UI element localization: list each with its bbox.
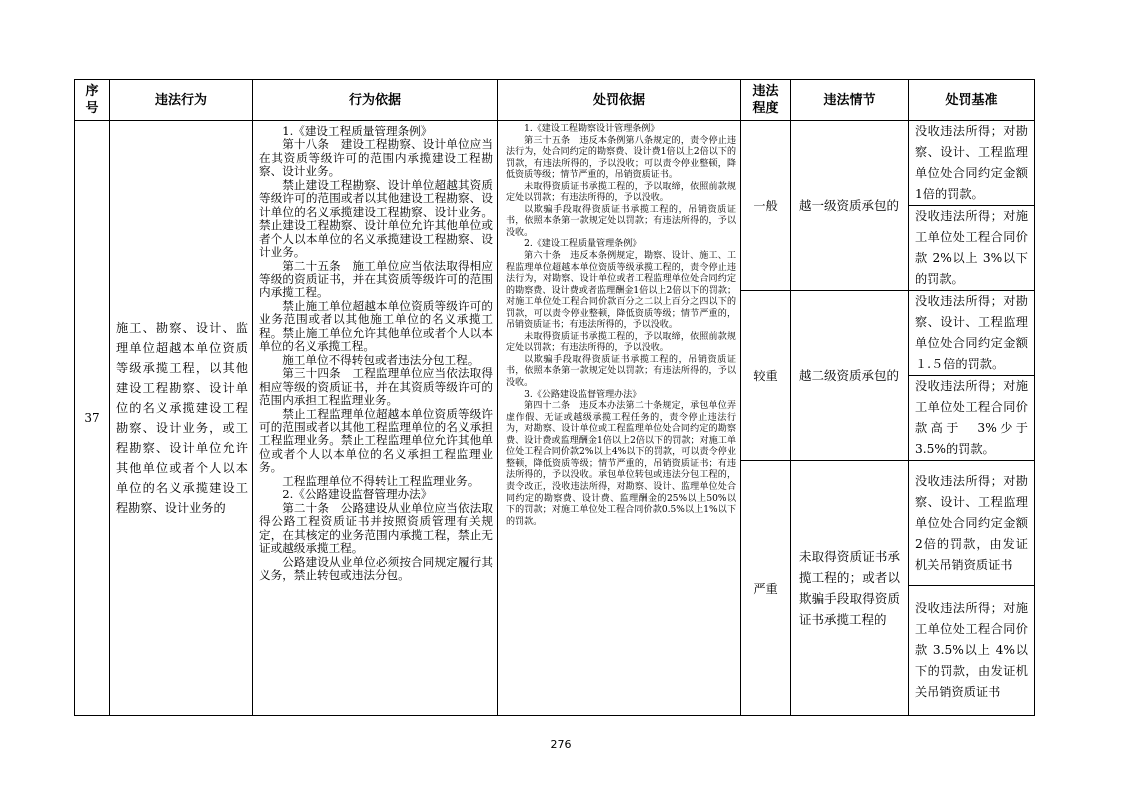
basis-paragraph: 2.《公路建设监督管理办法》 [282, 487, 433, 502]
behavior-basis [253, 121, 498, 716]
basis-paragraph: 禁止工程监理单位超越本单位资质等级许可的范围或者以其他工程监理单位的名义承担工程监理业务。禁止工程监理单位允许其他单位或者个人以本单位的名义承担工程监理业务。 [259, 406, 493, 475]
table-header-row [75, 80, 1035, 121]
header-standard: 处罚基准 [909, 80, 1035, 121]
penalty-standard-table [74, 79, 1035, 716]
standard-severe-design: 没收违法所得；对勘察、设计、工程监理单位处合同约定金额2倍的罚款，由发证机关吊销资质证书 [909, 461, 1035, 586]
level-serious: 较重 [741, 291, 791, 461]
standard-general-design: 没收违法所得；对勘察、设计、工程监理单位处合同约定金额1倍的罚款。 [909, 121, 1035, 206]
header-level-line-2: 程度 [752, 101, 779, 116]
penalty-paragraph: 未取得资质证书承揽工程的，予以取缔，依照前款规定处以罚款；有违法所得的，予以没收。 [506, 331, 736, 354]
standard-general-construction: 没收违法所得；对施工单位处工程合同价款 2%以上 3%以下的罚款。 [909, 206, 1035, 291]
penalty-paragraph: 以欺骗手段取得资质证书承揽工程的，吊销资质证书，依照本条第一款规定处以罚款；有违法所得的，予以没收。 [506, 354, 736, 389]
basis-paragraph: 第十八条 建设工程勘察、设计单位应当在其资质等级许可的范围内承揽建设工程勘察、设计业务。 [259, 137, 493, 179]
penalty-paragraph: 第三十五条 违反本条例第八条规定的，责令停止违法行为，处合同约定的勘察费、设计费1倍以上2倍以下的罚款，有违法所得的，予以没收；可以责令停业整顿，降低资质等级；情节严重的，吊销资质证书。 [506, 135, 736, 181]
penalty-paragraph: 以欺骗手段取得资质证书承揽工程的，吊销资质证书，依照本条第一款规定处以罚款；有违法所得的，予以没收。 [506, 204, 736, 238]
standard-severe-construction: 没收违法所得；对施工单位处工程合同价款 3.5%以上 4%以下的罚款，由发证机关吊销资质证书 [909, 586, 1035, 716]
standard-serious-construction: 没收违法所得；对施工单位处工程合同价款高于 3%少于3.5%的罚款。 [909, 376, 1035, 461]
header-circumstance: 违法情节 [791, 80, 909, 121]
level-severe: 严重 [741, 461, 791, 716]
basis-paragraph: 1.《建设工程质量管理条例》 [282, 124, 433, 138]
table-row [75, 121, 1035, 206]
header-seq [75, 80, 110, 121]
circumstance-general: 越一级资质承包的 [791, 121, 909, 291]
standard-serious-design: 没收违法所得；对勘察、设计、工程监理单位处合同约定金额１.５倍的罚款。 [909, 291, 1035, 376]
basis-paragraph: 禁止建设工程勘察、设计单位超越其资质等级许可的范围或者以其他建设工程勘察、设计单位的名义承揽建设工程勘察、设计业务。禁止建设工程勘察、设计单位允许其他单位或者个人以本单位的名义承揽建设工程勘察、设计业务。 [259, 177, 493, 260]
row-number: 37 [75, 121, 110, 716]
penalty-basis [498, 121, 741, 716]
header-level-line-1: 违法 [752, 84, 779, 99]
basis-paragraph: 禁止施工单位超越本单位资质等级许可的业务范围或者以其他施工单位的名义承揽工程。禁止施工单位允许其他单位或者个人以本单位的名义承揽工程。 [259, 298, 493, 354]
header-penalty-basis: 处罚依据 [498, 80, 741, 121]
penalty-paragraph: 1.《建设工程勘察设计管理条例》 [524, 124, 660, 134]
basis-paragraph: 工程监理单位不得转让工程监理业务。 [282, 473, 480, 488]
header-basis: 行为依据 [253, 80, 498, 121]
basis-paragraph: 第二十五条 施工单位应当依法取得相应等级的资质证书，并在其资质等级许可的范围内承揽工程。 [259, 258, 493, 300]
circumstance-severe: 未取得资质证书承揽工程的；或者以欺骗手段取得资质证书承揽工程的 [791, 461, 909, 716]
violation-act: 施工、勘察、设计、监理单位超越本单位资质等级承揽工程，以其他建设工程勘察、设计单位的名义承揽建设工程勘察、设计业务，或工程勘察、设计单位允许其他单位或者个人以本单位的名义承揽建设工程勘察、设计业务的 [110, 121, 253, 716]
penalty-paragraph: 3.《公路建设监督管理办法》 [524, 389, 642, 400]
circumstance-serious: 越二级资质承包的 [791, 291, 909, 461]
basis-paragraph: 公路建设从业单位必须按合同规定履行其义务，禁止转包或违法分包。 [259, 554, 493, 582]
basis-paragraph: 施工单位不得转包或者违法分包工程。 [282, 352, 480, 367]
penalty-paragraph: 第四十二条 违反本办法第二十条规定，承包单位弄虚作假、无证或越级承揽工程任务的，责令停止违法行为，对勘察、设计单位或工程监理单位处合同约定的勘察费、设计费或监理酬金1倍以上2倍以下的罚款；对施工单位处工程合同价款2%以上4%以下的罚款，可以责令停业整顿，降低资质等级；情节严重的，吊销资质证书；有违法所得的，予以没收。承包单位转包或违法分包工程的，责令改正，没收违法所得，对勘察、设计、监理单位处合同约定的勘察费、设计费、监理酬金的25%以上50%以下的罚款；对施工单位处工程合同价款0.5%以上1%以下的罚款。 [506, 401, 736, 527]
basis-paragraph: 第三十四条 工程监理单位应当依法取得相应等级的资质证书，并在其资质等级许可的范围内承担工程监理业务。 [259, 366, 493, 408]
penalty-paragraph: 2.《建设工程质量管理条例》 [524, 239, 642, 250]
header-seq-char-1: 序 [85, 84, 99, 99]
level-general: 一般 [741, 121, 791, 291]
header-seq-char-2: 号 [85, 101, 99, 116]
header-level [741, 80, 791, 121]
page-number: 276 [550, 738, 572, 751]
basis-paragraph: 第二十条 公路建设从业单位应当依法取得公路工程资质证书并按照资质管理有关规定，在其核定的业务范围内承揽工程，禁止无证或越级承揽工程。 [259, 500, 493, 556]
penalty-paragraph: 未取得资质证书承揽工程的，予以取缔，依照前款规定处以罚款；有违法所得的，予以没收。 [506, 181, 736, 204]
penalty-paragraph: 第六十条 违反本条例规定，勘察、设计、施工、工程监理单位超越本单位资质等级承揽工程的，责令停止违法行为，对勘察、设计单位或者工程监理单位处合同约定的勘察费、设计费或者监理酬金1倍以上2倍以下的罚款；对施工单位处工程合同价款百分之二以上百分之四以下的罚款，可以责令停业整顿，降低资质等级；情节严重的，吊销资质证书；有违法所得的，予以没收。 [506, 251, 736, 331]
header-act: 违法行为 [110, 80, 253, 121]
